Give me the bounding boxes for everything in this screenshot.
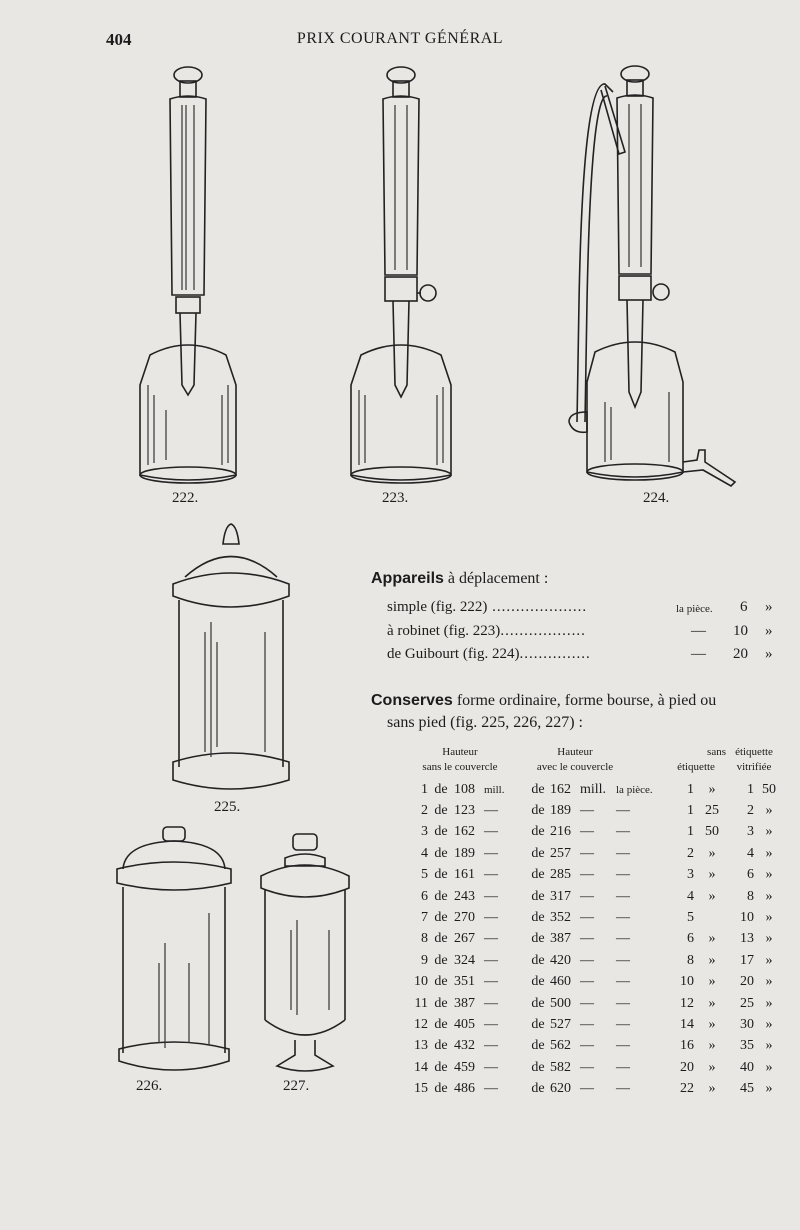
table-cell-unit: — (484, 910, 498, 926)
table-row (410, 972, 784, 993)
table-cell-p1: 12 (680, 995, 694, 1011)
table-cell-sans: 459 (454, 1059, 475, 1075)
table-cell-qty: — (616, 974, 630, 990)
table-cell-n: 3 (421, 824, 428, 840)
table-cell-avec: 285 (550, 867, 571, 883)
col-header-line: étiquette (677, 761, 715, 773)
table-cell-sans: 267 (454, 931, 475, 947)
table-cell-qty: — (616, 803, 630, 819)
table-cell-qty: — (616, 1038, 630, 1054)
table-cell-qty: — (616, 1016, 630, 1032)
table-row (410, 929, 784, 950)
table-cell-p1c: » (708, 845, 716, 861)
table-cell-sans: 161 (454, 867, 475, 883)
page-title: PRIX COURANT GÉNÉRAL (296, 30, 504, 47)
table-cell-unit: — (484, 803, 498, 819)
item-label: simple (fig. 222) (387, 599, 488, 615)
appareils-title-bold: Appareils (371, 570, 444, 587)
table-cell-avec: 620 (550, 1081, 571, 1097)
table-cell-p1c (694, 907, 730, 928)
table-cell-p1: 6 (687, 931, 694, 947)
table-row (410, 1036, 784, 1057)
table-cell-p2c: » (765, 1038, 773, 1054)
conserves-table-body (410, 779, 784, 1100)
table-cell-n: 10 (414, 974, 428, 990)
table-cell-unit: — (484, 888, 498, 904)
col-header-sans-couvercle (410, 745, 510, 775)
figure-225-illustration (165, 522, 300, 797)
table-cell-p1: 8 (687, 952, 694, 968)
figure-label-227: 227. (283, 1078, 310, 1094)
table-cell-unit: — (580, 1038, 594, 1054)
table-cell-p1: 16 (680, 1038, 694, 1054)
table-cell-de: de (434, 1016, 448, 1032)
table-cell-de: de (434, 888, 448, 904)
table-cell-p1c: » (708, 1016, 716, 1032)
table-cell-de: de (531, 781, 545, 797)
table-row (410, 779, 784, 800)
table-cell-p2: 10 (740, 910, 754, 926)
table-cell-p2: 40 (740, 1059, 754, 1075)
table-cell-avec: 189 (550, 803, 571, 819)
table-cell-n: 15 (414, 1081, 428, 1097)
page-number: 404 (106, 30, 132, 49)
figure-label-226: 226. (136, 1078, 163, 1094)
appareils-price-simple: 6 (740, 599, 748, 615)
table-cell-p1: 1 (687, 781, 694, 797)
table-cell-p2c: » (765, 1059, 773, 1075)
table-cell-p1c: » (708, 1038, 716, 1054)
table-cell-n: 5 (421, 867, 428, 883)
table-cell-n: 12 (414, 1016, 428, 1032)
table-cell-unit: — (484, 867, 498, 883)
table-cell-sans: 324 (454, 952, 475, 968)
table-cell-unit: — (484, 974, 498, 990)
table-cell-qty: — (616, 888, 630, 904)
col-header-line: Hauteur (557, 746, 593, 758)
table-cell-avec: 216 (550, 824, 571, 840)
table-cell-n: 11 (414, 995, 428, 1011)
table-row (410, 822, 784, 843)
table-row (410, 1014, 784, 1035)
appareils-item-simple (387, 599, 587, 616)
col-header-line: Hauteur (442, 746, 478, 758)
table-cell-p1: 10 (680, 974, 694, 990)
table-cell-qty: — (616, 824, 630, 840)
table-cell-p1c: » (708, 1081, 716, 1097)
table-cell-p2: 45 (740, 1081, 754, 1097)
col-header-line: sans le couvercle (422, 761, 498, 773)
figure-label-223: 223. (382, 490, 409, 506)
table-row (410, 843, 784, 864)
table-cell-p1: 14 (680, 1016, 694, 1032)
conserves-price-table (410, 779, 784, 1100)
table-cell-unit: — (580, 995, 594, 1011)
table-cell-p1: 3 (687, 867, 694, 883)
table-row (410, 1078, 784, 1099)
table-cell-unit: — (484, 1038, 498, 1054)
table-cell-n: 14 (414, 1059, 428, 1075)
table-cell-p2: 4 (747, 845, 754, 861)
conserves-title-rest: forme ordinaire, forme bourse, à pied ou (452, 692, 717, 709)
table-row (410, 886, 784, 907)
table-cell-p2c: » (765, 995, 773, 1011)
table-cell-de: de (434, 952, 448, 968)
table-cell-unit: — (580, 803, 594, 819)
table-cell-p1c: » (708, 888, 716, 904)
appareils-unit-guibourt: — (691, 646, 706, 662)
table-cell-p1: 1 (687, 803, 694, 819)
table-cell-p1: 5 (687, 910, 694, 926)
table-cell-p1c: » (708, 931, 716, 947)
table-cell-de: de (434, 1081, 448, 1097)
table-cell-p2: 3 (747, 824, 754, 840)
col-header-etiquette-vitrifiee (724, 745, 784, 775)
table-cell-de: de (531, 888, 545, 904)
table-cell-avec: 387 (550, 931, 571, 947)
table-cell-sans: 351 (454, 974, 475, 990)
table-cell-de: de (531, 845, 545, 861)
table-cell-de: de (434, 781, 448, 797)
table-cell-de: de (434, 1038, 448, 1054)
table-cell-qty: — (616, 931, 630, 947)
table-cell-de: de (434, 1059, 448, 1075)
col-header-line: étiquette (735, 746, 773, 758)
table-cell-p2c: » (765, 952, 773, 968)
table-row (410, 800, 784, 821)
table-cell-unit: — (580, 910, 594, 926)
table-cell-unit: — (484, 1081, 498, 1097)
table-cell-p2c: 50 (762, 781, 776, 797)
table-cell-qty: — (616, 867, 630, 883)
table-cell-avec: 500 (550, 995, 571, 1011)
table-cell-de: de (434, 995, 448, 1011)
table-cell-sans: 108 (454, 781, 475, 797)
table-cell-n: 7 (421, 910, 428, 926)
appareils-title-rest: à déplacement : (443, 570, 549, 587)
table-cell-unit: — (580, 1081, 594, 1097)
table-cell-de: de (531, 952, 545, 968)
table-cell-p2: 30 (740, 1016, 754, 1032)
table-cell-de: de (434, 910, 448, 926)
table-cell-p2: 25 (740, 995, 754, 1011)
table-cell-de: de (434, 803, 448, 819)
table-cell-p2: 35 (740, 1038, 754, 1054)
appareils-cents-robinet: » (765, 623, 773, 639)
table-cell-unit: — (484, 824, 498, 840)
col-header-line: sans (707, 746, 726, 758)
appareils-heading (371, 570, 548, 588)
col-header-line: vitrifiée (736, 761, 772, 773)
table-cell-p2: 17 (740, 952, 754, 968)
col-header-line: avec le couvercle (536, 761, 614, 773)
table-cell-sans: 123 (454, 803, 475, 819)
table-cell-de: de (531, 1016, 545, 1032)
table-cell-avec: 257 (550, 845, 571, 861)
appareils-unit-robinet: — (691, 623, 706, 639)
table-cell-p2: 20 (740, 974, 754, 990)
table-cell-p2c: » (765, 824, 773, 840)
leader-dots: ............... (519, 646, 591, 662)
table-cell-p2: 13 (740, 931, 754, 947)
table-cell-p1: 1 (687, 824, 694, 840)
table-cell-p1: 22 (680, 1081, 694, 1097)
table-cell-de: de (531, 910, 545, 926)
figure-label-222: 222. (172, 490, 199, 506)
conserves-heading (371, 692, 716, 710)
table-cell-p2c: » (765, 803, 773, 819)
table-cell-de: de (531, 1059, 545, 1075)
figure-label-225: 225. (214, 799, 241, 815)
table-cell-de: de (434, 931, 448, 947)
table-cell-n: 2 (421, 803, 428, 819)
table-cell-qty: — (616, 1059, 630, 1075)
table-cell-p1c: » (708, 995, 716, 1011)
table-cell-p2c: » (765, 867, 773, 883)
table-cell-sans: 405 (454, 1016, 475, 1032)
table-cell-sans: 162 (454, 824, 475, 840)
table-cell-unit: — (484, 995, 498, 1011)
table-cell-de: de (531, 1081, 545, 1097)
table-cell-p1: 4 (687, 888, 694, 904)
table-cell-qty: la pièce. (616, 783, 653, 796)
table-cell-unit: mill. (484, 783, 505, 796)
table-cell-p2: 8 (747, 888, 754, 904)
table-cell-de: de (531, 824, 545, 840)
col-header-sans-etiquette (666, 745, 726, 775)
table-cell-sans: 432 (454, 1038, 475, 1054)
table-cell-p2c: » (765, 1081, 773, 1097)
table-cell-unit: — (580, 1016, 594, 1032)
table-cell-unit: — (580, 931, 594, 947)
table-cell-p2c: » (765, 974, 773, 990)
table-cell-de: de (434, 845, 448, 861)
table-cell-p1c: » (708, 952, 716, 968)
appareils-item-guibourt (387, 646, 591, 663)
table-cell-p2c: » (765, 845, 773, 861)
table-cell-qty: — (616, 1081, 630, 1097)
table-cell-unit: — (580, 888, 594, 904)
table-cell-p2c: » (765, 931, 773, 947)
table-cell-p2c: » (765, 910, 773, 926)
table-cell-p1c: » (708, 1059, 716, 1075)
appareils-price-robinet: 10 (733, 623, 748, 639)
table-cell-sans: 189 (454, 845, 475, 861)
table-cell-unit: — (580, 824, 594, 840)
table-cell-unit: — (580, 974, 594, 990)
table-cell-avec: 352 (550, 910, 571, 926)
table-cell-p2: 6 (747, 867, 754, 883)
item-label: de Guibourt (fig. 224) (387, 646, 520, 662)
table-cell-avec: 420 (550, 952, 571, 968)
figure-224-illustration (565, 62, 745, 490)
col-header-avec-couvercle (525, 745, 625, 775)
table-cell-de: de (531, 1038, 545, 1054)
table-cell-p1c: 25 (705, 803, 719, 819)
leader-dots: .................. (500, 623, 586, 639)
appareils-unit-simple: la pièce. (676, 603, 713, 615)
figure-223-illustration (345, 65, 465, 490)
table-cell-unit: — (580, 867, 594, 883)
table-cell-n: 13 (414, 1038, 428, 1054)
table-cell-de: de (434, 824, 448, 840)
table-cell-avec: 562 (550, 1038, 571, 1054)
table-cell-sans: 486 (454, 1081, 475, 1097)
conserves-title-line2: sans pied (fig. 225, 226, 227) : (387, 714, 583, 731)
conserves-title-bold: Conserves (371, 692, 453, 709)
figure-226-illustration (113, 823, 238, 1078)
figure-label-224: 224. (643, 490, 670, 506)
table-cell-de: de (434, 974, 448, 990)
leader-dots: .................... (487, 599, 588, 615)
table-cell-unit: — (484, 1016, 498, 1032)
table-cell-p2c: » (765, 1016, 773, 1032)
table-cell-n: 6 (421, 888, 428, 904)
table-cell-unit: — (484, 931, 498, 947)
figure-222-illustration (130, 65, 245, 490)
table-cell-unit: — (580, 952, 594, 968)
table-cell-qty: — (616, 845, 630, 861)
table-row (410, 865, 784, 886)
table-row (410, 1057, 784, 1078)
table-cell-p1c: » (708, 974, 716, 990)
table-cell-sans: 387 (454, 995, 475, 1011)
table-cell-unit: — (580, 1059, 594, 1075)
table-row (410, 993, 784, 1014)
table-cell-p1c: » (708, 867, 716, 883)
table-cell-n: 1 (421, 781, 428, 797)
table-cell-p2: 1 (747, 781, 754, 797)
table-cell-unit: — (484, 845, 498, 861)
table-cell-de: de (434, 867, 448, 883)
appareils-price-guibourt: 20 (733, 646, 748, 662)
figure-227-illustration (255, 830, 355, 1080)
appareils-cents-guibourt: » (765, 646, 773, 662)
table-cell-de: de (531, 931, 545, 947)
table-cell-unit: — (484, 1059, 498, 1075)
table-cell-de: de (531, 974, 545, 990)
table-cell-de: de (531, 803, 545, 819)
table-cell-qty: — (616, 952, 630, 968)
table-cell-p1c: 50 (705, 824, 719, 840)
table-cell-sans: 243 (454, 888, 475, 904)
table-row (410, 907, 784, 928)
table-cell-avec: 527 (550, 1016, 571, 1032)
table-cell-avec: 317 (550, 888, 571, 904)
table-cell-unit: — (580, 845, 594, 861)
table-cell-unit: mill. (580, 781, 607, 797)
item-label: à robinet (fig. 223) (387, 623, 501, 639)
table-cell-avec: 162 (550, 781, 571, 797)
table-cell-avec: 582 (550, 1059, 571, 1075)
table-cell-n: 8 (421, 931, 428, 947)
table-cell-unit: — (484, 952, 498, 968)
table-cell-qty: — (616, 910, 630, 926)
table-cell-avec: 460 (550, 974, 571, 990)
table-cell-n: 4 (421, 845, 428, 861)
table-cell-qty: — (616, 995, 630, 1011)
table-cell-p1c: » (708, 781, 716, 797)
table-cell-p2: 2 (747, 803, 754, 819)
table-cell-de: de (531, 867, 545, 883)
table-cell-p2c: » (765, 888, 773, 904)
table-cell-sans: 270 (454, 910, 475, 926)
appareils-cents-simple: » (765, 599, 773, 615)
table-cell-n: 9 (421, 952, 428, 968)
table-row (410, 950, 784, 971)
table-cell-p1: 2 (687, 845, 694, 861)
appareils-item-robinet (387, 623, 586, 640)
table-cell-p1: 20 (680, 1059, 694, 1075)
table-cell-de: de (531, 995, 545, 1011)
